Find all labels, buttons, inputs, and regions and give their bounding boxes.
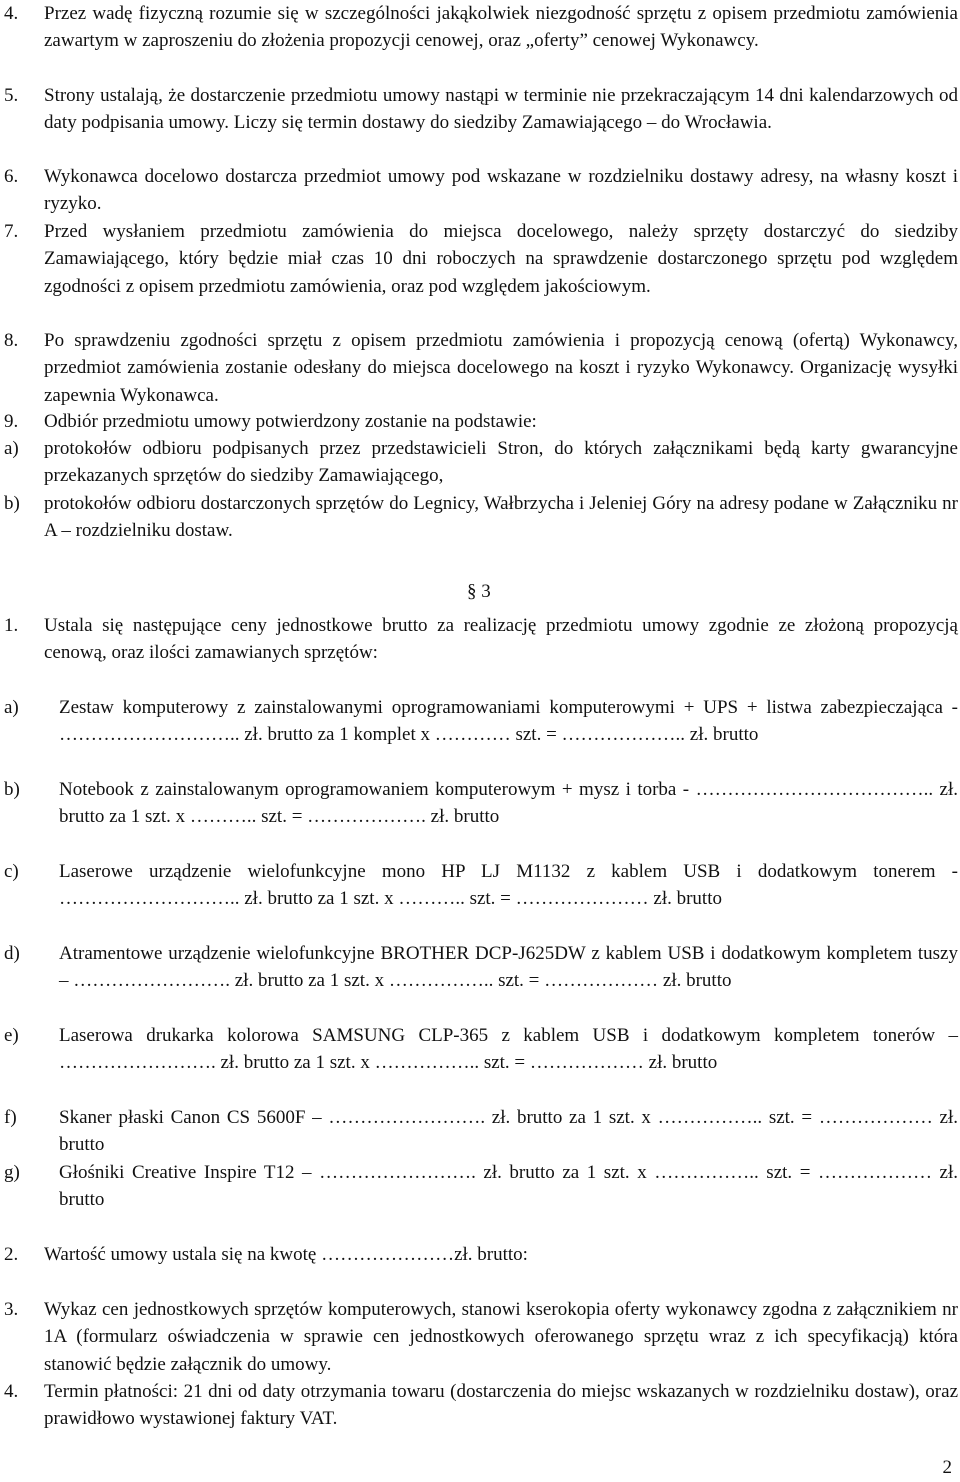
paragraph-text: Wykaz cen jednostkowych sprzętów komputerowych, stanowi kserokopia oferty wykonawcy zgodna z załącznikiem nr 1A (formularz oświadczenia w sprawie cen jednostkowych oferowanego sprzętu wraz z ich specyfikacją) która stanowić będzie załącznik do umowy.	[44, 1299, 958, 1375]
price-item-f	[4, 1104, 958, 1159]
price-item-letter: c)	[4, 861, 19, 882]
price-item-letter: b)	[4, 779, 20, 800]
section-heading: § 3	[467, 581, 491, 602]
subpoint-text: protokołów odbioru dostarczonych sprzętów do Legnicy, Wałbrzycha i Jeleniej Góry na adresy podane w Załączniku nr A – rozdzielniku dostaw.	[44, 493, 958, 542]
paragraph-7	[4, 218, 958, 300]
price-item-c	[4, 858, 958, 913]
price-item-text: Notebook z zainstalowanym oprogramowaniem komputerowym + mysz i torba - ……………………………….. zł. brutto za 1 szt. x ……….. szt. = ………………. zł. brutto	[59, 779, 958, 828]
price-item-b	[4, 776, 958, 831]
price-item-letter: a)	[4, 697, 19, 718]
paragraph-text: Termin płatności: 21 dni od daty otrzymania towaru (dostarczenia do miejsc wskazanych w rozdzielniku dostaw), oraz prawidłowo wystawionej faktury VAT.	[44, 1381, 958, 1430]
paragraph-number: 6.	[4, 166, 19, 187]
paragraph-5	[4, 82, 958, 137]
paragraph-9	[4, 408, 958, 435]
paragraph-text: Po sprawdzeniu zgodności sprzętu z opisem przedmiotu zamówienia i propozycją cenową (ofertą) Wykonawcy, przedmiot zamówienia zostanie odesłany do miejsca docelowego na koszt i ryzyko Wykonawcy. Organizację wysyłki zapewnia Wykonawca.	[44, 330, 958, 406]
paragraph-3	[4, 1296, 958, 1378]
paragraph-number: 9.	[4, 411, 19, 432]
price-item-text: Skaner płaski Canon CS 5600F – ……………………. zł. brutto za 1 szt. x …………….. szt. = ……………… zł. brutto	[59, 1107, 958, 1156]
price-item-letter: f)	[4, 1107, 17, 1128]
paragraph-number: 4.	[4, 3, 19, 24]
subpoint-text: protokołów odbioru podpisanych przez przedstawicieli Stron, do których załącznikami będą karty gwarancyjne przekazanych sprzętów do siedziby Zamawiającego,	[44, 438, 958, 487]
paragraph-8	[4, 327, 958, 409]
paragraph-text: Wartość umowy ustala się na kwotę …………………zł. brutto:	[44, 1244, 528, 1265]
paragraph-text: Ustala się następujące ceny jednostkowe brutto za realizację przedmiotu umowy zgodnie ze złożoną propozycją cenową, oraz ilości zamawianych sprzętów:	[44, 615, 958, 664]
price-paragraph-1	[4, 612, 958, 667]
paragraph-text: Wykonawca docelowo dostarcza przedmiot umowy pod wskazane w rozdzielniku dostawy adresy, na własny koszt i ryzyko.	[44, 166, 958, 215]
subpoint-letter: a)	[4, 438, 19, 459]
subpoint-letter: b)	[4, 493, 20, 514]
paragraph-text: Odbiór przedmiotu umowy potwierdzony zostanie na podstawie:	[44, 411, 537, 432]
price-item-g	[4, 1159, 958, 1214]
paragraph-number: 1.	[4, 615, 19, 636]
paragraph-text: Strony ustalają, że dostarczenie przedmiotu umowy nastąpi w terminie nie przekraczającym 14 dni kalendarzowych od daty podpisania umowy. Liczy się termin dostawy do siedziby Zamawiającego – do Wrocławia.	[44, 85, 958, 134]
paragraph-6	[4, 163, 958, 218]
paragraph-number: 8.	[4, 330, 19, 351]
page-number: 2	[942, 1457, 952, 1478]
paragraph-number: 3.	[4, 1299, 19, 1320]
price-item-letter: e)	[4, 1025, 19, 1046]
price-item-text: Atramentowe urządzenie wielofunkcyjne BROTHER DCP-J625DW z kablem USB i dodatkowym kompletem tuszy – ……………………. zł. brutto za 1 szt. x …………….. szt. = ……………… zł. brutto	[59, 943, 958, 992]
paragraph-text: Przed wysłaniem przedmiotu zamówienia do miejsca docelowego, należy sprzęty dostarczyć do siedziby Zamawiającego, który będzie miał czas 10 dni roboczych na sprawdzenie dostarczonego sprzętu pod względem zgodności z opisem przedmiotu zamówienia, oraz pod względem jakościowym.	[44, 221, 958, 297]
price-item-text: Zestaw komputerowy z zainstalowanymi oprogramowaniami komputerowymi + UPS + listwa zabezpieczająca - ……………………….. zł. brutto za 1 komplet x ………… szt. = ……………….. zł. brutto	[59, 697, 958, 746]
subpoint-a	[4, 435, 958, 490]
paragraph-text: Przez wadę fizyczną rozumie się w szczególności jakąkolwiek niezgodność sprzętu z opisem przedmiotu zamówienia zawartym w zaproszeniu do złożenia propozycji cenowej, oraz „oferty” cenowej Wykonawcy.	[44, 3, 958, 52]
price-item-e	[4, 1022, 958, 1077]
price-item-text: Głośniki Creative Inspire T12 – ……………………. zł. brutto za 1 szt. x …………….. szt. = ……………… zł. brutto	[59, 1162, 958, 1211]
price-item-letter: g)	[4, 1162, 20, 1183]
paragraph-number: 2.	[4, 1244, 19, 1265]
price-item-a	[4, 694, 958, 749]
paragraph-4	[4, 0, 958, 55]
price-item-letter: d)	[4, 943, 20, 964]
paragraph-number: 4.	[4, 1381, 19, 1402]
paragraph-number: 5.	[4, 85, 19, 106]
paragraph-number: 7.	[4, 221, 19, 242]
paragraph-2	[4, 1241, 958, 1268]
price-item-d	[4, 940, 958, 995]
subpoint-b	[4, 490, 958, 545]
paragraph-4-payment	[4, 1378, 958, 1433]
price-item-text: Laserowe urządzenie wielofunkcyjne mono HP LJ M1132 z kablem USB i dodatkowym tonerem - ……………………….. zł. brutto za 1 szt. x ……….. szt. = ………………… zł. brutto	[59, 861, 958, 910]
price-item-text: Laserowa drukarka kolorowa SAMSUNG CLP-365 z kablem USB i dodatkowym kompletem tonerów – ……………………. zł. brutto za 1 szt. x …………….. szt. = ……………… zł. brutto	[59, 1025, 958, 1074]
